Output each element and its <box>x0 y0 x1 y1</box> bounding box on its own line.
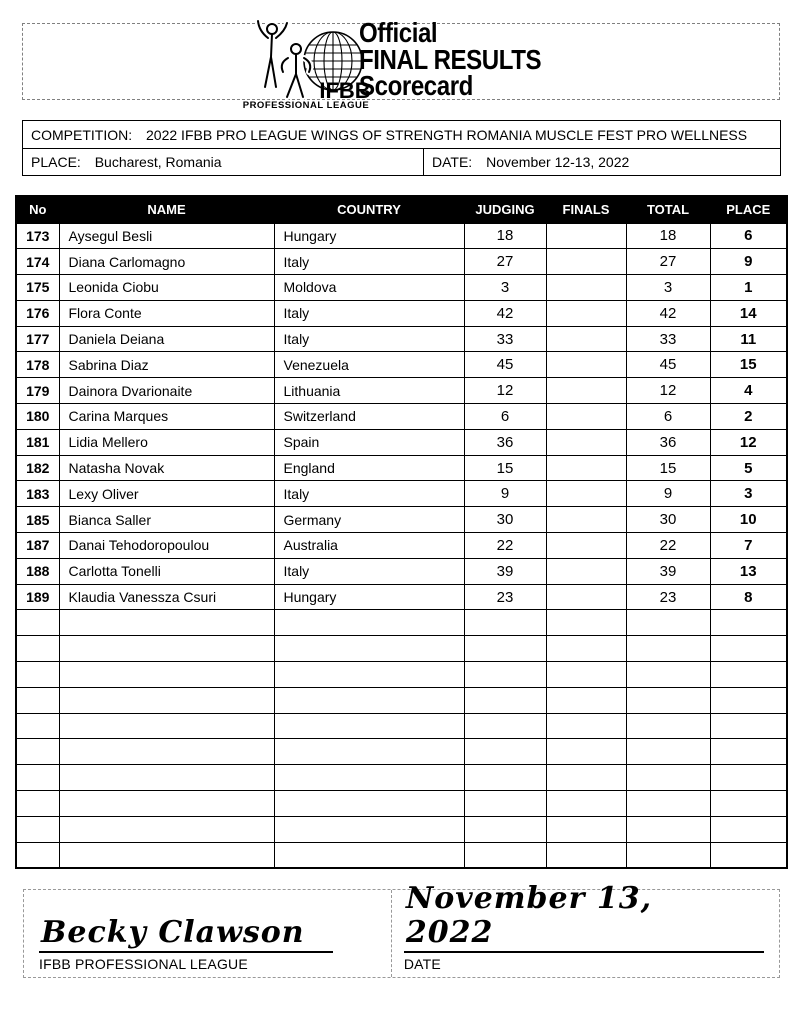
cell-name: Carlotta Tonelli <box>59 558 274 584</box>
cell-judging <box>464 636 546 662</box>
cell-country: Italy <box>274 481 464 507</box>
cell-place: 8 <box>710 584 787 610</box>
cell-place: 7 <box>710 533 787 559</box>
cell-finals <box>546 378 626 404</box>
cell-total <box>626 765 710 791</box>
cell-country <box>274 765 464 791</box>
column-header-name: NAME <box>59 196 274 223</box>
cell-finals <box>546 352 626 378</box>
cell-judging: 45 <box>464 352 546 378</box>
cell-name: Lexy Oliver <box>59 481 274 507</box>
cell-country <box>274 687 464 713</box>
cell-name <box>59 610 274 636</box>
cell-country: Hungary <box>274 584 464 610</box>
column-header-no: No <box>16 196 59 223</box>
empty-table-row <box>16 765 787 791</box>
cell-place: 15 <box>710 352 787 378</box>
logo-org-subtext: PROFESSIONAL LEAGUE <box>242 100 370 109</box>
cell-country <box>274 636 464 662</box>
cell-name: Carina Marques <box>59 404 274 430</box>
cell-total: 22 <box>626 533 710 559</box>
cell-judging: 23 <box>464 584 546 610</box>
cell-judging: 3 <box>464 275 546 301</box>
title-line-2: FINAL RESULTS <box>359 43 542 75</box>
cell-country <box>274 662 464 688</box>
competition-label: COMPETITION: <box>31 126 133 143</box>
cell-total: 6 <box>626 404 710 430</box>
bodybuilder-figures-icon <box>258 21 310 97</box>
cell-place: 2 <box>710 404 787 430</box>
table-row <box>16 429 787 455</box>
cell-country: Spain <box>274 429 464 455</box>
cell-name: Klaudia Vanessza Csuri <box>59 584 274 610</box>
cell-judging: 12 <box>464 378 546 404</box>
title-line-1: Official <box>359 17 438 48</box>
date-label: DATE: <box>432 154 473 170</box>
cell-finals <box>546 223 626 249</box>
cell-no: 178 <box>16 352 59 378</box>
empty-table-row <box>16 739 787 765</box>
cell-place <box>710 765 787 791</box>
cell-name: Flora Conte <box>59 300 274 326</box>
table-row <box>16 300 787 326</box>
cell-total: 42 <box>626 300 710 326</box>
cell-country <box>274 713 464 739</box>
column-header-judging: JUDGING <box>464 196 546 223</box>
cell-name <box>59 636 274 662</box>
cell-name <box>59 662 274 688</box>
date-signature-cell <box>392 881 779 977</box>
cell-country: Italy <box>274 300 464 326</box>
official-signature-label: IFBB PROFESSIONAL LEAGUE <box>39 956 248 972</box>
date-signature: November 13, 2022 <box>404 882 764 953</box>
cell-judging <box>464 842 546 868</box>
cell-place: 14 <box>710 300 787 326</box>
cell-no: 185 <box>16 507 59 533</box>
cell-no <box>16 662 59 688</box>
cell-country: Italy <box>274 249 464 275</box>
cell-judging <box>464 739 546 765</box>
cell-no <box>16 713 59 739</box>
cell-finals <box>546 713 626 739</box>
table-row <box>16 584 787 610</box>
cell-finals <box>546 739 626 765</box>
table-row <box>16 223 787 249</box>
cell-judging: 15 <box>464 455 546 481</box>
cell-finals <box>546 842 626 868</box>
cell-finals <box>546 507 626 533</box>
cell-place: 5 <box>710 455 787 481</box>
official-signature-cell <box>24 890 392 977</box>
cell-finals <box>546 455 626 481</box>
cell-judging <box>464 816 546 842</box>
cell-no <box>16 687 59 713</box>
cell-judging <box>464 765 546 791</box>
column-header-total: TOTAL <box>626 196 710 223</box>
cell-no: 183 <box>16 481 59 507</box>
table-row <box>16 326 787 352</box>
cell-no: 182 <box>16 455 59 481</box>
cell-no: 177 <box>16 326 59 352</box>
cell-finals <box>546 816 626 842</box>
cell-no: 179 <box>16 378 59 404</box>
cell-country <box>274 816 464 842</box>
cell-name <box>59 842 274 868</box>
cell-total <box>626 791 710 817</box>
cell-place <box>710 713 787 739</box>
cell-place <box>710 636 787 662</box>
cell-judging <box>464 662 546 688</box>
cell-name: Natasha Novak <box>59 455 274 481</box>
cell-country: Italy <box>274 326 464 352</box>
signature-section <box>23 881 780 978</box>
cell-judging <box>464 610 546 636</box>
cell-country: England <box>274 455 464 481</box>
cell-place: 11 <box>710 326 787 352</box>
column-header-finals: FINALS <box>546 196 626 223</box>
cell-total: 39 <box>626 558 710 584</box>
cell-no: 187 <box>16 533 59 559</box>
empty-table-row <box>16 713 787 739</box>
table-row <box>16 558 787 584</box>
empty-table-row <box>16 662 787 688</box>
cell-finals <box>546 300 626 326</box>
place-cell <box>23 149 424 176</box>
cell-total: 9 <box>626 481 710 507</box>
cell-place <box>710 662 787 688</box>
cell-total: 23 <box>626 584 710 610</box>
cell-place <box>710 687 787 713</box>
cell-name: Danai Tehodoropoulou <box>59 533 274 559</box>
cell-total <box>626 713 710 739</box>
cell-country: Australia <box>274 533 464 559</box>
cell-country <box>274 610 464 636</box>
cell-country: Hungary <box>274 223 464 249</box>
cell-finals <box>546 584 626 610</box>
empty-table-row <box>16 791 787 817</box>
table-row <box>16 275 787 301</box>
cell-finals <box>546 404 626 430</box>
cell-country: Moldova <box>274 275 464 301</box>
document-title <box>359 17 542 101</box>
cell-no <box>16 636 59 662</box>
cell-total: 18 <box>626 223 710 249</box>
cell-country: Italy <box>274 558 464 584</box>
cell-place <box>710 842 787 868</box>
cell-total: 15 <box>626 455 710 481</box>
cell-place: 1 <box>710 275 787 301</box>
cell-no <box>16 791 59 817</box>
cell-finals <box>546 765 626 791</box>
cell-name: Aysegul Besli <box>59 223 274 249</box>
cell-finals <box>546 791 626 817</box>
cell-country <box>274 739 464 765</box>
table-row <box>16 352 787 378</box>
cell-no: 189 <box>16 584 59 610</box>
cell-total <box>626 816 710 842</box>
cell-no <box>16 816 59 842</box>
cell-country: Switzerland <box>274 404 464 430</box>
table-row <box>16 481 787 507</box>
competition-cell <box>23 121 781 149</box>
cell-finals <box>546 662 626 688</box>
cell-no: 181 <box>16 429 59 455</box>
cell-finals <box>546 429 626 455</box>
cell-total <box>626 842 710 868</box>
cell-finals <box>546 636 626 662</box>
cell-no <box>16 765 59 791</box>
results-table-body <box>16 223 787 868</box>
cell-place <box>710 791 787 817</box>
cell-no <box>16 610 59 636</box>
cell-no <box>16 739 59 765</box>
title-line-3: Scorecard <box>359 70 473 101</box>
empty-table-row <box>16 842 787 868</box>
cell-name: Bianca Saller <box>59 507 274 533</box>
cell-no: 175 <box>16 275 59 301</box>
cell-place: 12 <box>710 429 787 455</box>
cell-no: 188 <box>16 558 59 584</box>
cell-name: Dainora Dvarionaite <box>59 378 274 404</box>
cell-name <box>59 765 274 791</box>
cell-judging: 18 <box>464 223 546 249</box>
empty-table-row <box>16 687 787 713</box>
header-box <box>22 17 780 109</box>
cell-total <box>626 687 710 713</box>
table-row <box>16 378 787 404</box>
table-row <box>16 507 787 533</box>
cell-place: 6 <box>710 223 787 249</box>
cell-judging: 6 <box>464 404 546 430</box>
cell-judging <box>464 791 546 817</box>
cell-country: Lithuania <box>274 378 464 404</box>
cell-judging: 22 <box>464 533 546 559</box>
official-signature: Becky Clawson <box>39 916 333 953</box>
cell-judging: 33 <box>464 326 546 352</box>
table-row <box>16 533 787 559</box>
cell-judging: 9 <box>464 481 546 507</box>
cell-country <box>274 791 464 817</box>
cell-judging: 30 <box>464 507 546 533</box>
cell-name <box>59 713 274 739</box>
cell-finals <box>546 326 626 352</box>
cell-place: 13 <box>710 558 787 584</box>
empty-table-row <box>16 636 787 662</box>
cell-place <box>710 610 787 636</box>
cell-total: 33 <box>626 326 710 352</box>
cell-place: 10 <box>710 507 787 533</box>
cell-place: 4 <box>710 378 787 404</box>
logo-org-text: IFBB <box>319 78 371 103</box>
cell-place: 9 <box>710 249 787 275</box>
table-row <box>16 249 787 275</box>
cell-total <box>626 739 710 765</box>
cell-judging: 42 <box>464 300 546 326</box>
place-value: Bucharest, Romania <box>94 154 222 170</box>
cell-total: 27 <box>626 249 710 275</box>
cell-no <box>16 842 59 868</box>
cell-total <box>626 636 710 662</box>
empty-table-row <box>16 610 787 636</box>
cell-name: Lidia Mellero <box>59 429 274 455</box>
cell-judging <box>464 713 546 739</box>
date-cell <box>424 149 781 176</box>
column-header-place: PLACE <box>710 196 787 223</box>
cell-name: Sabrina Diaz <box>59 352 274 378</box>
cell-name <box>59 739 274 765</box>
cell-total <box>626 662 710 688</box>
cell-no: 176 <box>16 300 59 326</box>
cell-finals <box>546 275 626 301</box>
cell-place <box>710 739 787 765</box>
results-table <box>15 195 788 869</box>
cell-country <box>274 842 464 868</box>
cell-finals <box>546 610 626 636</box>
cell-country: Venezuela <box>274 352 464 378</box>
cell-total: 30 <box>626 507 710 533</box>
cell-name: Leonida Ciobu <box>59 275 274 301</box>
cell-name <box>59 791 274 817</box>
place-label: PLACE: <box>31 154 81 170</box>
cell-total: 3 <box>626 275 710 301</box>
results-table-header-row <box>16 196 787 223</box>
cell-name: Diana Carlomagno <box>59 249 274 275</box>
competition-value: 2022 IFBB PRO LEAGUE WINGS OF STRENGTH ROMANIA MUSCLE FEST PRO WELLNESS <box>146 126 748 143</box>
column-header-country: COUNTRY <box>274 196 464 223</box>
cell-no: 180 <box>16 404 59 430</box>
cell-total: 36 <box>626 429 710 455</box>
cell-total <box>626 610 710 636</box>
cell-name <box>59 816 274 842</box>
cell-total: 45 <box>626 352 710 378</box>
table-row <box>16 404 787 430</box>
cell-judging: 39 <box>464 558 546 584</box>
cell-no: 173 <box>16 223 59 249</box>
cell-finals <box>546 481 626 507</box>
date-signature-label: DATE <box>403 956 441 972</box>
cell-name <box>59 687 274 713</box>
competition-info-table <box>22 120 781 176</box>
cell-judging: 36 <box>464 429 546 455</box>
empty-table-row <box>16 816 787 842</box>
cell-country: Germany <box>274 507 464 533</box>
cell-place: 3 <box>710 481 787 507</box>
cell-place <box>710 816 787 842</box>
cell-judging <box>464 687 546 713</box>
cell-name: Daniela Deiana <box>59 326 274 352</box>
cell-finals <box>546 687 626 713</box>
cell-judging: 27 <box>464 249 546 275</box>
cell-finals <box>546 249 626 275</box>
cell-finals <box>546 558 626 584</box>
cell-finals <box>546 533 626 559</box>
cell-total: 12 <box>626 378 710 404</box>
table-row <box>16 455 787 481</box>
date-value: November 12-13, 2022 <box>486 154 630 170</box>
cell-no: 174 <box>16 249 59 275</box>
